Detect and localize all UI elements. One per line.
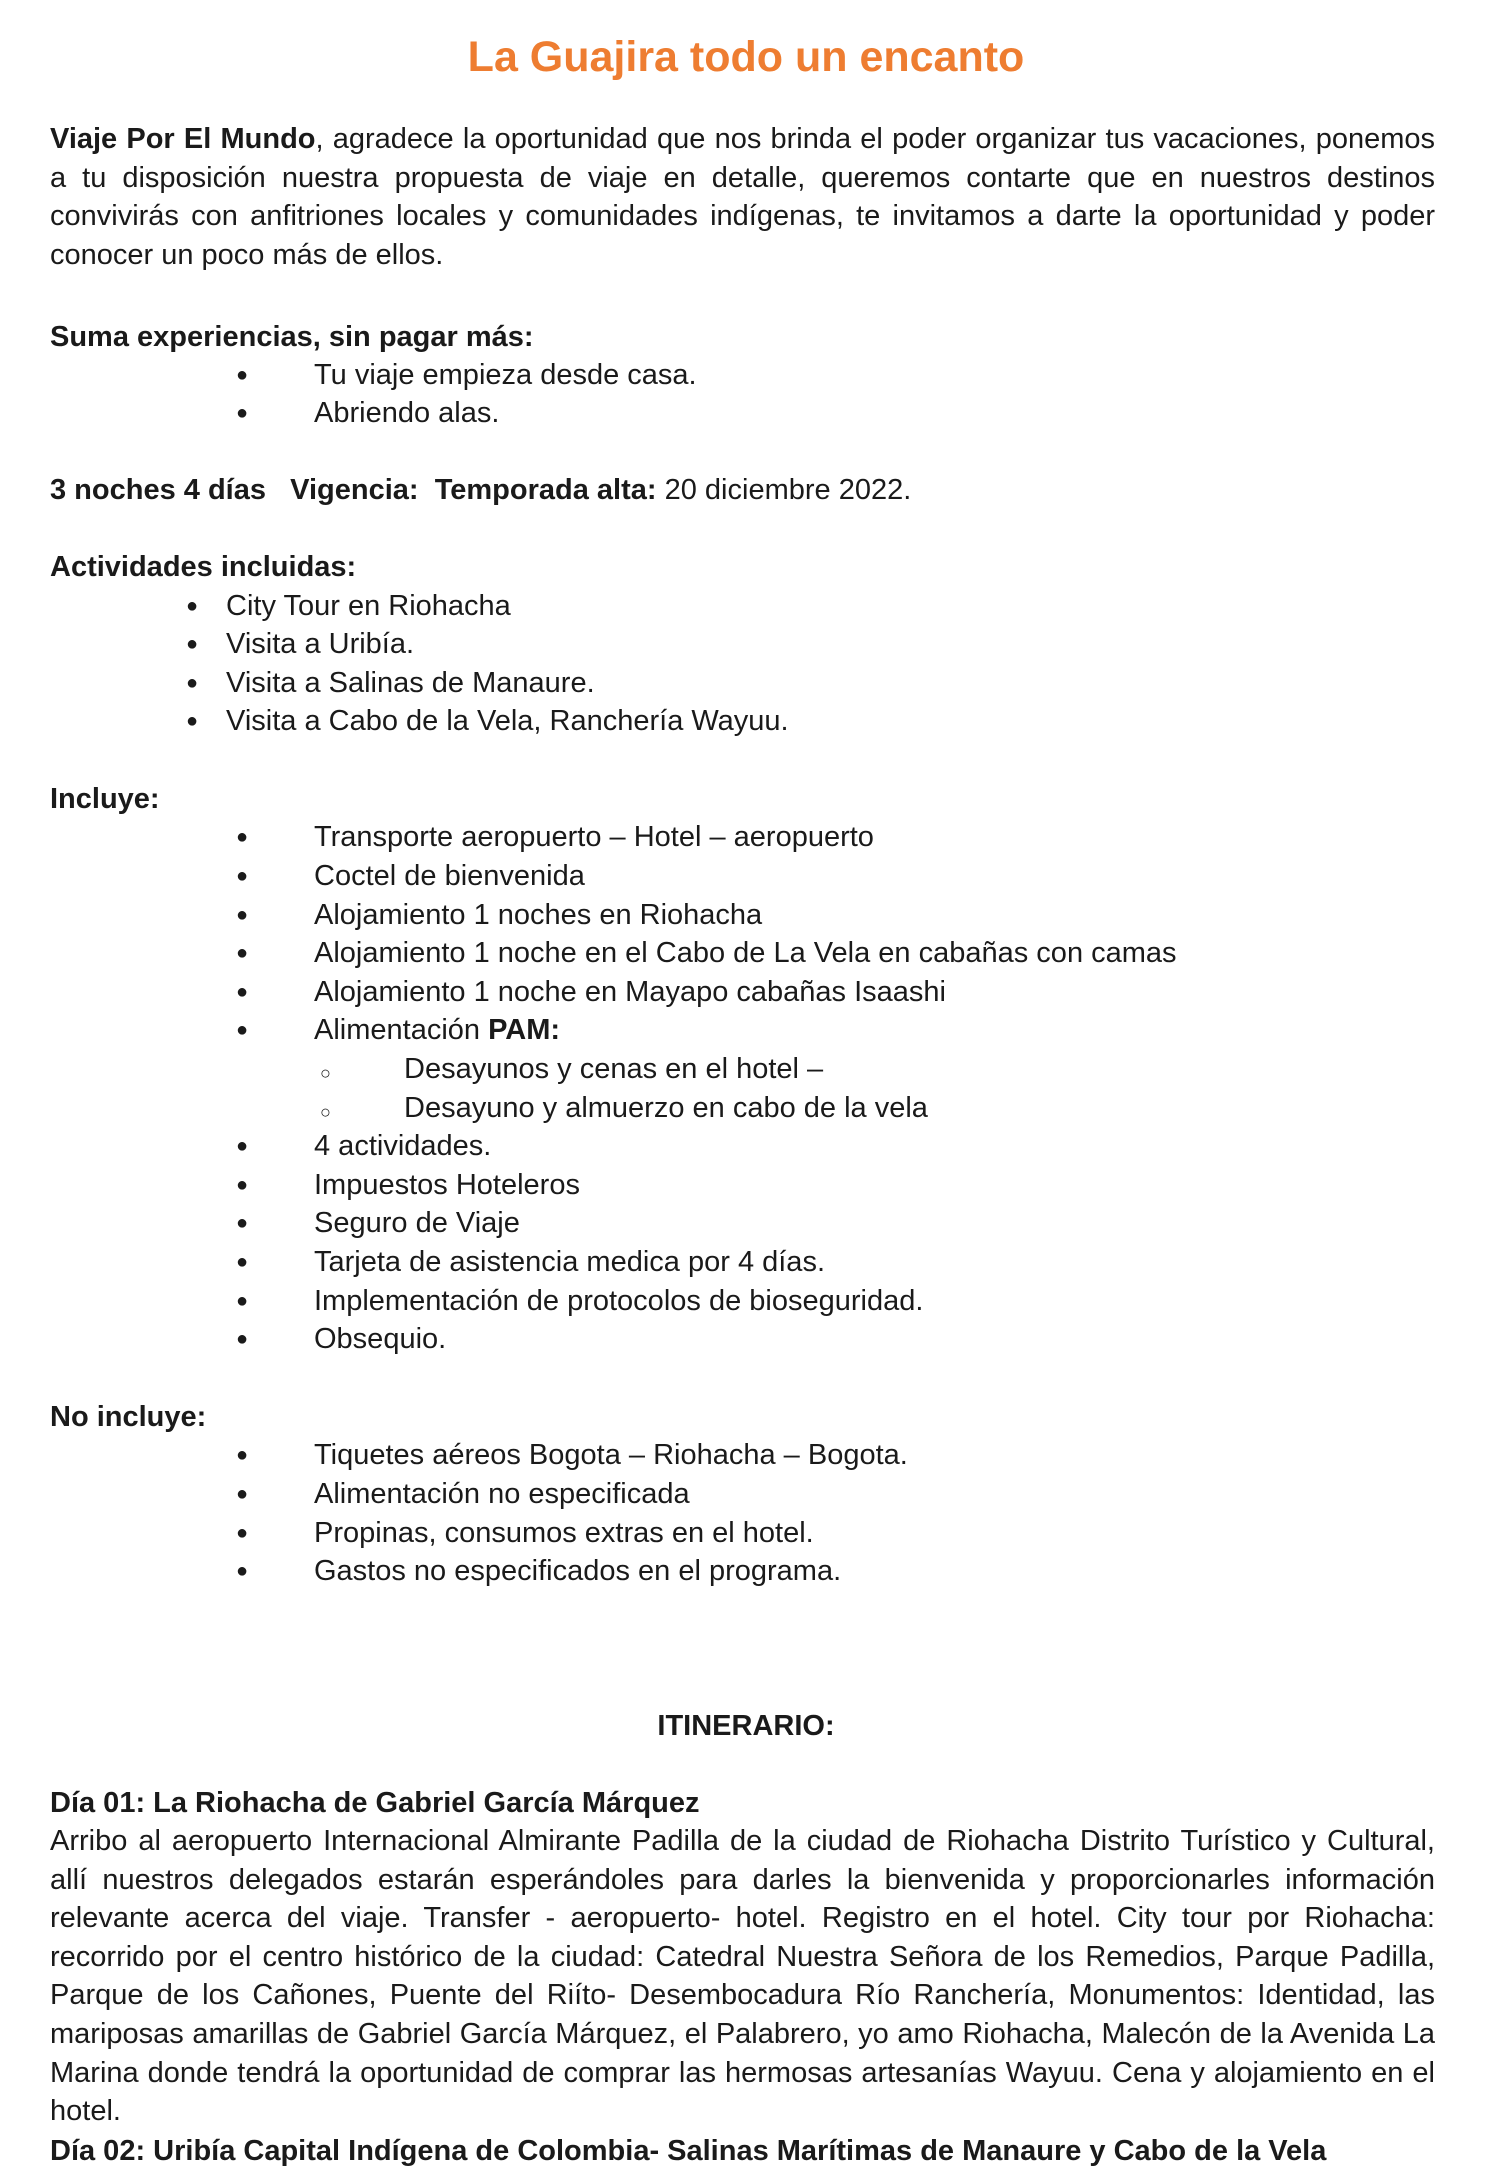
bullet-icon: ● — [186, 633, 199, 655]
bullet-icon: ● — [236, 826, 249, 848]
includes-heading: Incluye: — [50, 783, 160, 815]
bullet-icon: ● — [186, 672, 199, 694]
bullet-icon: ● — [236, 1560, 249, 1582]
validity-date: 20 diciembre 2022. — [656, 474, 912, 506]
itinerary-heading: ITINERARIO: — [657, 1710, 835, 1742]
activities-heading: Actividades incluidas: — [50, 551, 357, 583]
bullet-icon: ● — [236, 1135, 249, 1157]
experiences-heading: Suma experiencias, sin pagar más: — [50, 321, 534, 353]
bullet-icon: ● — [236, 1290, 249, 1312]
bullet-icon: ● — [236, 1483, 249, 1505]
bullet-icon: ● — [186, 710, 199, 732]
bullet-icon: ● — [186, 595, 199, 617]
validity-line — [50, 471, 911, 509]
day1-title: Día 01: La Riohacha de Gabriel García Márquez — [50, 1787, 700, 1819]
bullet-icon: ● — [236, 1522, 249, 1544]
vigencia-label: Vigencia: — [290, 474, 419, 506]
bullet-icon: ● — [236, 1251, 249, 1273]
circle-bullet-icon: ○ — [320, 1102, 331, 1122]
bullet-icon: ● — [236, 1444, 249, 1466]
bullet-icon: ● — [236, 402, 249, 424]
food-plan: PAM: — [488, 1014, 561, 1046]
bullet-icon: ● — [236, 865, 249, 887]
document-page: La Guajira todo un encanto Viaje Por El Mundo, agradece la oportunidad que nos brinda el poder organizar tus vacaciones, ponemos a tu disposición nuestra propuesta de viaje en detalle, queremos contarte que en nuestros destinos convivirás con anfitriones locales y comunidades indígenas, te invitamos a darte la oportunidad y poder conocer un poco más de ellos. Suma experiencias, sin pagar más: ● Tu viaje empieza desde casa. ● Abriendo alas. 3 noches 4 días Vigencia: Temporada alta: 20 diciembre 2022. Actividades incluidas: ● City Tour en Riohacha ● Visita a Uribía. ● Visita a Salinas de Manaure. ● Visita a Cabo de la Vela, Ranchería Wayuu. Incluye: ● Transporte aeropuerto – Hotel – aeropuerto ● Coctel de bienvenida ● Alojamiento 1 noches en Riohacha ● Alojamiento 1 noche en el Cabo de La Vela en cabañas con camas ● Alojamiento 1 noche en Mayapo cabañas Isaashi ● Alimentación PAM: ○ Desayunos y cenas en el hotel – ○ Desayuno y almuerzo en cabo de la vela ● 4 actividades. ● Impuestos Hoteleros ● Seguro de Viaje ● Tarjeta de asistencia medica por 4 días. ● Implementación de protocolos de bioseguridad. ● Obsequio. No incluye: ● Tiquetes aéreos Bogota – Riohacha – Bogota. ● Alimentación no especificada ● Propinas, consumos extras en el hotel. ● Gastos no especificados en el programa. ITINERARIO: Día 01: La Riohacha de Gabriel García Márquez Arribo al aeropuerto Internacional Almirante Padilla de la ciudad de Riohacha Distrito Turístico y Cultural, allí nuestros delegados estarán esperándoles para darles la bienvenida y proporcionarles información relevante acerca del viaje. Transfer - aeropuerto- hotel. Registro en el hotel. City tour por Riohacha: recorrido por el centro histórico de la ciudad: Catedral Nuestra Señora de los Remedios, Parque Padilla, Parque de los Cañones, Puente del Riíto- Desembocadura Río Ranchería, Monumentos: Identidad, las mariposas amarillas de Gabriel García Márquez, el Palabrero, yo amo Riohacha, Malecón de la Avenida La Marina donde tendrá la oportunidad de comprar las hermosas artesanías Wayuu. Cena y alojamiento en el hotel. Día 02: Uribía Capital Indígena de Colombia- Salinas Marítimas de Manaure y Cabo de la Vela — [0, 0, 1492, 2180]
bullet-icon: ● — [236, 1174, 249, 1196]
page-title: La Guajira todo un encanto — [467, 33, 1025, 81]
intro-paragraph — [50, 120, 1435, 274]
bullet-icon: ● — [236, 1019, 249, 1041]
day2-title: Día 02: Uribía Capital Indígena de Colombia- Salinas Marítimas de Manaure y Cabo de la Vela — [50, 2135, 1327, 2167]
intro-text: , agradece la oportunidad que nos brinda el poder organizar tus vacaciones, ponemos a tu disposición nuestra propuesta de viaje en detalle, queremos contarte que en nuestros destinos convivirás con anfitriones locales y comunidades indígenas, te invitamos a darte la oportunidad y poder conocer un poco más de ellos. — [50, 123, 1436, 271]
bullet-icon: ● — [236, 981, 249, 1003]
bullet-icon: ● — [236, 1212, 249, 1234]
duration: 3 noches 4 días — [50, 474, 266, 506]
bullet-icon: ● — [236, 904, 249, 926]
brand-name: Viaje Por El Mundo — [50, 123, 316, 155]
bullet-icon: ● — [236, 1328, 249, 1350]
bullet-icon: ● — [236, 364, 249, 386]
circle-bullet-icon: ○ — [320, 1063, 331, 1083]
day1-description: Arribo al aeropuerto Internacional Almirante Padilla de la ciudad de Riohacha Distrito Turístico y Cultural, allí nuestros delegados estarán esperándoles para darles la bienvenida y proporcionarles información relevante acerca del viaje. Transfer - aeropuerto- hotel. Registro en el hotel. City tour por Riohacha: recorrido por el centro histórico de la ciudad: Catedral Nuestra Señora de los Remedios, Parque Padilla, Parque de los Cañones, Puente del Riíto- Desembocadura Río Ranchería, Monumentos: Identidad, las mariposas amarillas de Gabriel García Márquez, el Palabrero, yo amo Riohacha, Malecón de la Avenida La Marina donde tendrá la oportunidad de comprar las hermosas artesanías Wayuu. Cena y alojamiento en el hotel. — [50, 1825, 1435, 2128]
season-label: Temporada alta: — [434, 474, 657, 506]
bullet-icon: ● — [236, 942, 249, 964]
excludes-heading: No incluye: — [50, 1401, 207, 1433]
